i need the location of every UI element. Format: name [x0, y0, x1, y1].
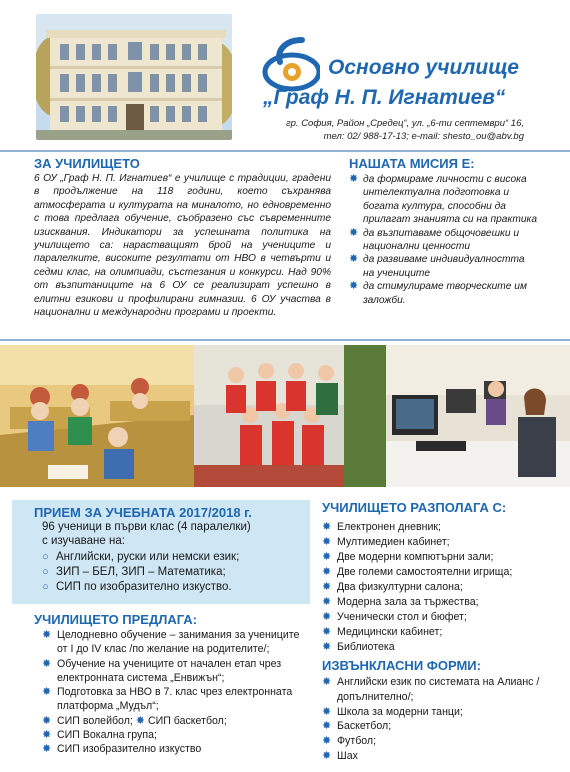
extracurricular-item [322, 705, 552, 720]
star-bullet-icon: ✸ [135, 714, 146, 727]
star-bullet-icon: ✸ [42, 657, 52, 670]
about-text: 6 ОУ „Граф Н. П. Игнатиев“ е училище с традиции, градени в продължение на 118 години, което съхранява атмосферата и културата на миналото, но едновременно с това предлага обучение, съобразено със съвременните изисквания. Индикатори за успешната политика на училището са: нарастващият брой на учениците и паралелките, високите резултати от НВО в четвърти и седми клас, на олимпиади, състезания и конкурси. Над 90% от възпитаниците на 6 ОУ се реализират успешно в елитни езикови и профилирани гимназии. 6 ОУ участва в национални и международни програми и проекти. [34, 173, 331, 319]
offers-item [42, 685, 312, 714]
admission-item-text: СИП по изобразително изкуство. [56, 581, 232, 593]
facilities-item-text: Мултимедиен кабинет; [337, 536, 450, 548]
facilities-item [322, 565, 552, 580]
admission-list [42, 550, 239, 595]
school-building-photo [36, 14, 232, 140]
address-line: гр. София, Район „Средец“, ул. „6-ти септември“ 16, [285, 118, 524, 129]
contact-line: тел: 02/ 988-17-13; e-mail: shesto_ou@abv.bg [323, 131, 524, 142]
classroom-photo [0, 345, 194, 487]
facilities-item-text: Медицински кабинет; [337, 626, 443, 638]
star-bullet-icon: ✸ [322, 626, 332, 638]
star-bullet-icon: ✸ [322, 551, 332, 563]
extracurricular-title: ИЗВЪНКЛАСНИ ФОРМИ: [322, 658, 481, 673]
extracurricular-item-text: Баскетбол; [337, 720, 392, 733]
star-bullet-icon: ✸ [322, 566, 332, 578]
extracurricular-item [322, 734, 552, 749]
admission-item [42, 550, 239, 565]
facilities-item [322, 550, 552, 565]
facilities-item [322, 535, 552, 550]
offers-title: УЧИЛИЩЕТО ПРЕДЛАГА: [34, 612, 198, 627]
admission-line2: с изучаване на: [42, 535, 125, 547]
mission-title: НАШАТА МИСИЯ Е: [349, 156, 475, 171]
facilities-item [322, 610, 552, 625]
facilities-item-text: Ученически стол и бюфет; [337, 611, 467, 623]
star-bullet-icon: ✸ [349, 253, 359, 266]
offers-item [42, 657, 312, 686]
offers-item [42, 742, 312, 756]
star-bullet-icon: ✸ [322, 521, 332, 533]
mission-item [349, 253, 537, 280]
mission-item-text: да възпитаваме общочовешки и национални ценности [363, 227, 519, 253]
mission-item-text: да формираме личности с висока интелектуална подготовка и богата култура, способни да прилагат знанията си на практика [363, 174, 538, 226]
facilities-item-text: Модерна зала за тържества; [337, 596, 479, 608]
admission-item [42, 580, 239, 595]
mission-item-text: да стимулираме творческите им заложби. [363, 281, 527, 306]
offers-item-text: СИП баскетбол; [147, 714, 227, 727]
star-bullet-icon: ✸ [349, 226, 359, 239]
photos-divider [0, 339, 570, 341]
facilities-item-text: Два физкултурни салона; [337, 581, 463, 593]
star-bullet-icon: ✸ [42, 714, 52, 727]
offers-item-text: СИП Вокална група; [57, 729, 157, 742]
star-bullet-icon: ✸ [322, 611, 332, 623]
star-bullet-icon: ✸ [349, 173, 359, 185]
school-name-line2: „Граф Н. П. Игнатиев“ [263, 86, 506, 109]
offers-item [42, 714, 312, 728]
students-group-photo [194, 345, 386, 487]
extracurricular-item [322, 675, 552, 705]
star-bullet-icon: ✸ [42, 686, 52, 699]
star-bullet-icon: ✸ [322, 720, 332, 733]
mission-list [349, 173, 537, 307]
mission-item [349, 227, 537, 254]
offers-item-text: СИП волейбол; [57, 714, 133, 727]
star-bullet-icon: ✸ [322, 735, 332, 748]
extracurricular-item [322, 749, 552, 764]
extracurricular-item-text: Футбол; [337, 735, 377, 748]
admission-item [42, 565, 239, 580]
circle-bullet-icon: ○ [42, 566, 49, 578]
extracurricular-list [322, 675, 552, 764]
star-bullet-icon: ✸ [42, 743, 52, 756]
extracurricular-item-text: Английски език по системата на Алианс /допълнително/; [337, 676, 540, 703]
star-bullet-icon: ✸ [322, 536, 332, 548]
offers-item-text: Подготовка за НВО в 7. клас чрез електронната платформа „Мудъл“; [57, 686, 293, 713]
facilities-item [322, 640, 552, 655]
school-address [280, 117, 524, 143]
facilities-item [322, 595, 552, 610]
mission-item [349, 173, 537, 227]
offers-list [42, 628, 312, 757]
offers-item-text: СИП изобразително изкуство [57, 743, 202, 756]
about-title: ЗА УЧИЛИЩЕТО [34, 156, 140, 171]
computer-lab-photo [386, 345, 570, 487]
mission-item-text: да развиваме индивидуалността на учениците [363, 254, 525, 279]
star-bullet-icon: ✸ [322, 596, 332, 608]
star-bullet-icon: ✸ [42, 729, 52, 742]
extracurricular-item [322, 719, 552, 734]
offers-item-text: Обучение на учениците от начален етап чрез електронната система „Енвижън“; [57, 657, 282, 684]
offers-item [42, 728, 312, 742]
admission-item-text: Английски, руски или немски език; [56, 551, 240, 563]
star-bullet-icon: ✸ [322, 749, 332, 762]
school-name-line1: Основно училище [328, 56, 519, 79]
offers-item-text: Целодневно обучение – занимания за учениците от I до IV клас /по желание на родителите/; [57, 629, 300, 656]
facilities-item-text: Две големи самостоятелни игрища; [337, 566, 513, 578]
star-bullet-icon: ✸ [322, 676, 332, 688]
admission-line1: 96 ученици в първи клас (4 паралелки) [42, 521, 251, 533]
offers-item [42, 628, 312, 657]
star-bullet-icon: ✸ [322, 581, 332, 593]
facilities-item [322, 520, 552, 535]
facilities-list [322, 520, 552, 655]
mission-item [349, 280, 537, 307]
facilities-item [322, 580, 552, 595]
facilities-item-text: Библиотека [337, 641, 395, 653]
circle-bullet-icon: ○ [42, 551, 49, 563]
extracurricular-item-text: Школа за модерни танци; [337, 705, 463, 718]
circle-bullet-icon: ○ [42, 581, 49, 593]
star-bullet-icon: ✸ [322, 705, 332, 718]
header-divider [0, 150, 570, 152]
extracurricular-item-text: Шах [337, 749, 358, 762]
facilities-item-text: Две модерни компютърни зали; [337, 551, 494, 563]
facilities-item-text: Електронен дневник; [337, 521, 441, 533]
admission-item-text: ЗИП – БЕЛ, ЗИП – Математика; [56, 566, 226, 578]
star-bullet-icon: ✸ [322, 641, 332, 653]
star-bullet-icon: ✸ [349, 280, 359, 293]
facilities-item [322, 625, 552, 640]
admission-title: ПРИЕМ ЗА УЧЕБНАТА 2017/2018 г. [34, 505, 252, 520]
facilities-title: УЧИЛИЩЕТО РАЗПОЛАГА С: [322, 500, 507, 515]
star-bullet-icon: ✸ [42, 629, 52, 641]
